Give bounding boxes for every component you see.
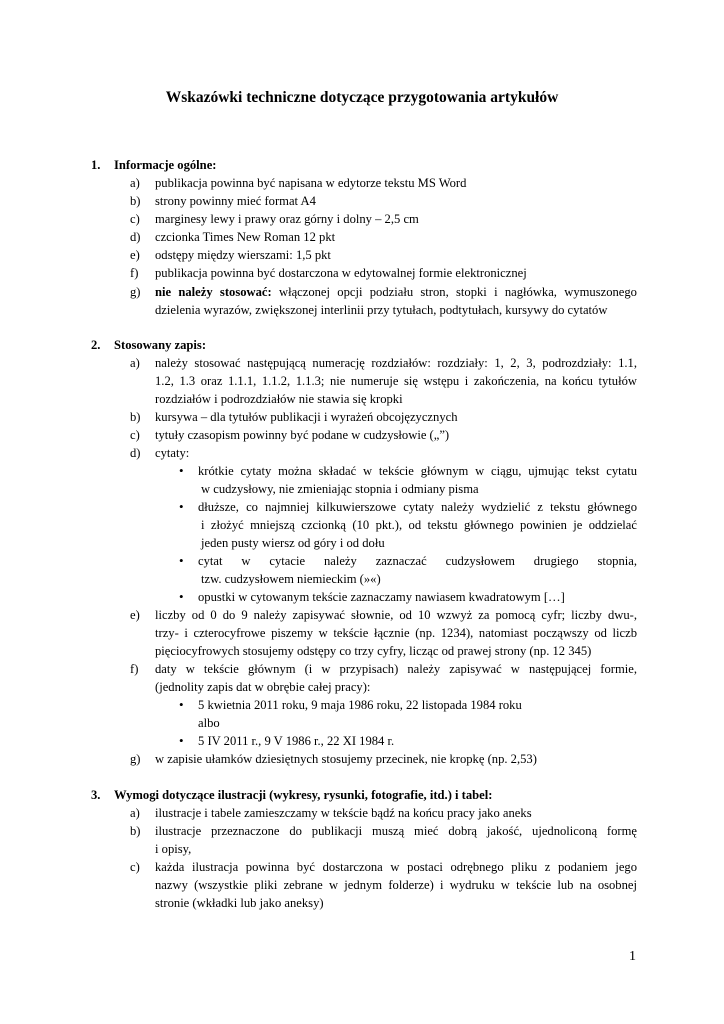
bullet-item-continuation: i złożyć mniejszą czcionką (10 pkt.), od tekstu głównego powinien je oddzielać	[201, 518, 637, 532]
list-item: ilustracje i tabele zamieszczamy w tekście bądź na końcu pracy jako aneks	[155, 806, 532, 820]
section-1-heading: Informacje ogólne:	[114, 158, 217, 172]
list-item-continuation: pięciocyfrowych stosujemy odstępy co trzy cyfry, licząc od prawej strony (np. 12 345)	[155, 644, 592, 658]
section-2-number: 2.	[91, 338, 101, 352]
list-marker: f)	[130, 266, 139, 280]
date-example-alt-label: albo	[198, 716, 220, 730]
bullet-item-continuation: jeden pusty wiersz od góry i od dołu	[201, 536, 385, 550]
list-marker: g)	[130, 285, 141, 299]
list-item-continuation: (jednolity zapis dat w obrębie całej pracy):	[155, 680, 371, 694]
list-item: publikacja powinna być napisana w edytorze tekstu MS Word	[155, 176, 467, 190]
list-item-continuation: i opisy,	[155, 842, 192, 856]
date-example: 5 IV 2011 r., 9 V 1986 r., 22 XI 1984 r.	[198, 734, 395, 748]
list-item-continuation: trzy- i czterocyfrowe piszemy w tekście łącznie (np. 1234), natomiast począwszy od liczb	[155, 626, 637, 640]
list-item-continuation: rozdziałów i podrozdziałów nie stawia się kropki	[155, 392, 403, 406]
list-marker: d)	[130, 230, 141, 244]
list-item	[155, 284, 637, 301]
list-marker: f)	[130, 662, 139, 676]
date-example: 5 kwietnia 2011 roku, 9 maja 1986 roku, 22 listopada 1984 roku	[198, 698, 522, 712]
list-marker: e)	[130, 248, 140, 262]
section-2-heading: Stosowany zapis:	[114, 338, 207, 352]
bullet-icon: •	[179, 463, 184, 478]
list-marker: a)	[130, 176, 140, 190]
list-item: tytuły czasopism powinny być podane w cudzysłowie („”)	[155, 428, 450, 442]
list-marker: e)	[130, 608, 140, 622]
emphasis-text: nie należy stosować:	[155, 285, 272, 299]
bullet-item-continuation: tzw. cudzysłowem niemieckim (»«)	[201, 572, 381, 586]
list-item-continuation: dzielenia wyrazów, zwiększonej interlinii przy tytułach, podtytułach, kursywy do cytatów	[155, 303, 608, 317]
list-item-continuation: nazwy (wszystkie pliki zebrane w jednym folderze) i wydruku w tekście lub na osobnej	[155, 878, 637, 892]
bullet-item: cytat w cytacie należy zaznaczać cudzysłowem drugiego stopnia,	[198, 554, 637, 568]
list-item: czcionka Times New Roman 12 pkt	[155, 230, 336, 244]
section-3-heading: Wymogi dotyczące ilustracji (wykresy, rysunki, fotografie, itd.) i tabel:	[114, 788, 493, 802]
bullet-icon: •	[179, 733, 184, 748]
list-marker: c)	[130, 860, 140, 874]
list-marker: b)	[130, 824, 141, 838]
page-number: 1	[629, 949, 636, 964]
list-marker: a)	[130, 356, 140, 370]
list-marker: g)	[130, 752, 141, 766]
list-marker: b)	[130, 194, 141, 208]
section-3-number: 3.	[91, 788, 101, 802]
list-item: marginesy lewy i prawy oraz górny i dolny – 2,5 cm	[155, 212, 419, 226]
list-item: każda ilustracja powinna być dostarczona w postaci odrębnego pliku z podaniem jego	[155, 860, 637, 874]
list-marker: c)	[130, 212, 140, 226]
list-item: ilustracje przeznaczone do publikacji muszą mieć dobrą jakość, ujednoliconą formę	[155, 824, 637, 838]
list-marker: b)	[130, 410, 141, 424]
section-1-number: 1.	[91, 158, 101, 172]
list-item-continuation: stronie (wkładki lub jako aneksy)	[155, 896, 324, 910]
bullet-icon: •	[179, 697, 184, 712]
bullet-icon: •	[179, 553, 184, 568]
list-marker: a)	[130, 806, 140, 820]
list-item: strony powinny mieć format A4	[155, 194, 316, 208]
list-item-text: włączonej opcji podziału stron, stopki i nagłówka, wymuszonego	[278, 285, 637, 299]
list-marker: d)	[130, 446, 141, 460]
list-item: daty w tekście głównym (i w przypisach) należy zapisywać w następującej formie,	[155, 662, 637, 676]
bullet-item: dłuższe, co najmniej kilkuwierszowe cytaty należy wydzielić z tekstu głównego	[198, 500, 637, 514]
bullet-item-continuation: w cudzysłowy, nie zmieniając stopnia i odmiany pisma	[201, 482, 479, 496]
bullet-item: krótkie cytaty można składać w tekście głównym w ciągu, ujmując tekst cytatu	[198, 464, 637, 478]
list-item: odstępy między wierszami: 1,5 pkt	[155, 248, 331, 262]
list-marker: c)	[130, 428, 140, 442]
bullet-item: opustki w cytowanym tekście zaznaczamy nawiasem kwadratowym […]	[198, 590, 565, 604]
list-item: kursywa – dla tytułów publikacji i wyrażeń obcojęzycznych	[155, 410, 458, 424]
list-item: liczby od 0 do 9 należy zapisywać słownie, od 10 wzwyż za pomocą cyfr; liczby dwu-,	[155, 608, 637, 622]
list-item-continuation: 1.2, 1.3 oraz 1.1.1, 1.1.2, 1.1.3; nie numeruje się wstępu i zakończenia, na końcu tytułów	[155, 374, 637, 388]
bullet-icon: •	[179, 499, 184, 514]
bullet-icon: •	[179, 589, 184, 604]
list-item: należy stosować następującą numerację rozdziałów: rozdziały: 1, 2, 3, podrozdziały: 1.1,	[155, 356, 637, 370]
page-title: Wskazówki techniczne dotyczące przygotowania artykułów	[165, 89, 559, 106]
list-item: w zapisie ułamków dziesiętnych stosujemy przecinek, nie kropkę (np. 2,53)	[155, 752, 537, 766]
list-item: publikacja powinna być dostarczona w edytowalnej formie elektronicznej	[155, 266, 527, 280]
list-item: cytaty:	[155, 446, 190, 460]
